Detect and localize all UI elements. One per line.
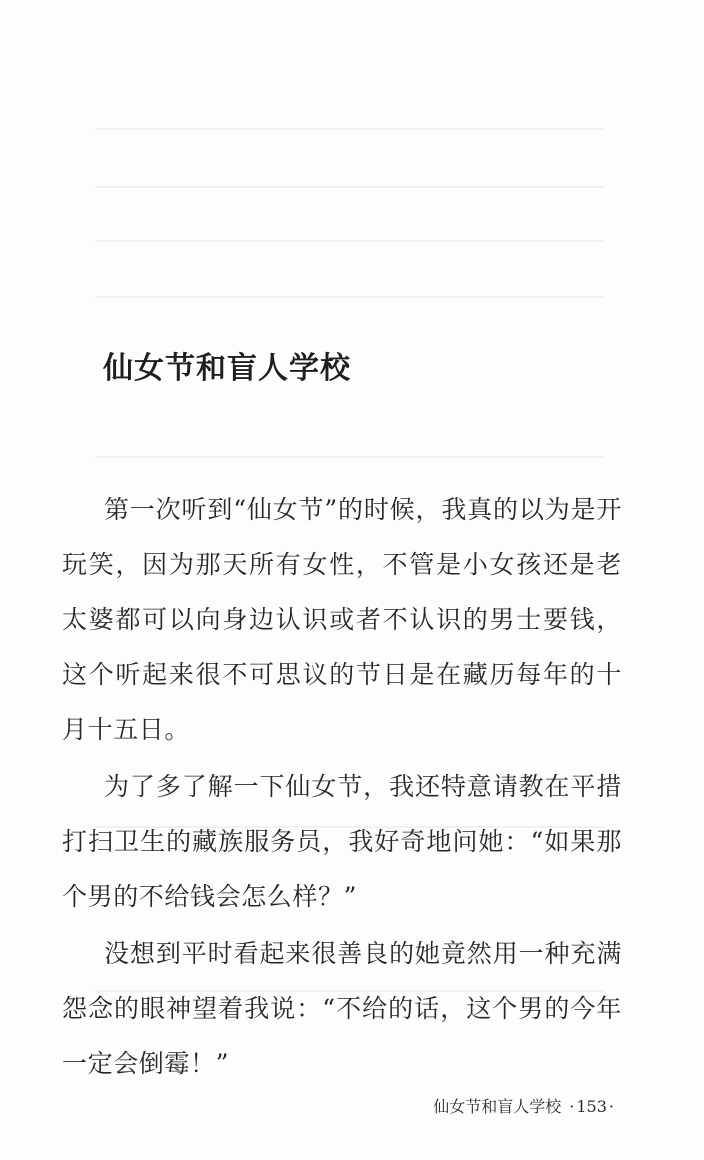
paragraph: 第一次听到“仙女节”的时候，我真的以为是开玩笑，因为那天所有女性，不管是小女孩还是老太婆都可以向身边认识或者不认识的男士要钱，这个听起来很不可思议的节日是在藏历每年的十月十五日。 [62,495,622,744]
running-footer [433,1094,616,1117]
bleed-through-line [95,186,605,188]
bleed-through-line [95,296,605,298]
page-number: 153 [576,1097,607,1116]
bleed-through-line [95,456,605,458]
running-title: 仙女节和盲人学校 [433,1097,562,1116]
separator-dot: · [569,1097,575,1116]
bleed-through-line [95,128,605,130]
separator-dot: · [608,1097,614,1116]
paragraph: 没想到平时看起来很善良的她竟然用一种充满怨念的眼神望着我说：“不给的话，这个男的今年一定会倒霉！” [62,939,622,1078]
bleed-through-line [95,240,605,242]
body-text [62,482,622,1091]
paragraph: 为了多了解一下仙女节，我还特意请教在平措打扫卫生的藏族服务员，我好奇地问她：“如果那个男的不给钱会怎么样？” [62,772,622,911]
chapter-title: 仙女节和盲人学校 [103,351,351,387]
